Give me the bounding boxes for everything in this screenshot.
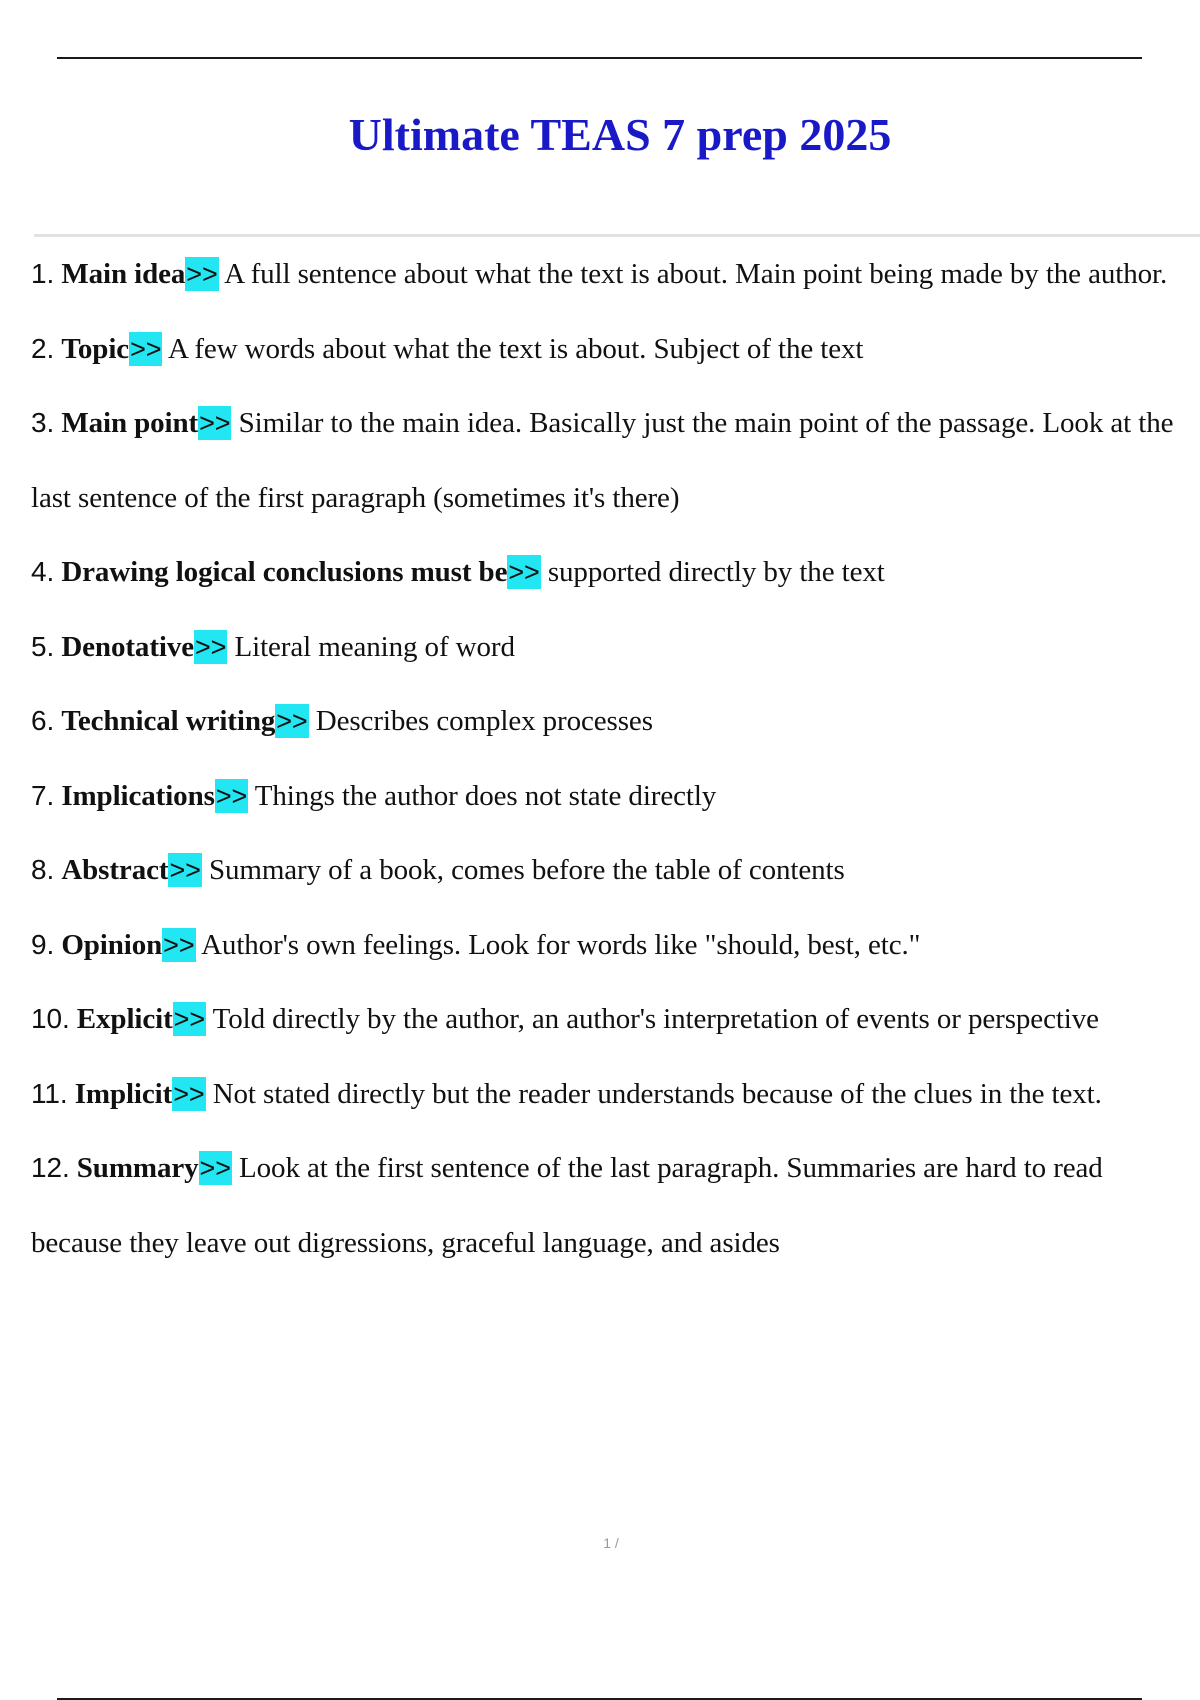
item-definition: Told directly by the author, an author's interpretation of events or perspective: [212, 1003, 1099, 1035]
item-definition: Not stated directly but the reader understands because of the clues in the text.: [212, 1077, 1102, 1110]
item-term: Main idea: [61, 258, 186, 290]
arrow-highlight: >>: [199, 408, 231, 438]
list-item: [31, 982, 1200, 1057]
page-number: 1 /: [603, 1535, 619, 1551]
item-number: 1.: [31, 258, 55, 289]
arrow-highlight: >>: [173, 1078, 205, 1109]
arrow-highlight: >>: [130, 333, 162, 364]
list-item: [31, 833, 1200, 908]
item-definition: A few words about what the text is about. Subject of the text: [167, 332, 864, 365]
arrow-highlight: >>: [163, 929, 195, 960]
item-term: Implications: [61, 779, 215, 812]
list-item: [31, 535, 1200, 610]
arrow-highlight: >>: [186, 259, 218, 289]
list-item: [31, 759, 1200, 834]
item-definition: supported directly by the text: [547, 556, 885, 588]
arrow-highlight: >>: [199, 1153, 231, 1183]
item-term: Implicit: [74, 1077, 173, 1110]
item-number: 8.: [31, 854, 55, 885]
item-definition: Describes complex processes: [315, 705, 653, 737]
item-term: Technical writing: [61, 705, 276, 737]
item-definition: Literal meaning of word: [234, 630, 515, 663]
list-item: [31, 908, 1200, 983]
item-definition: A full sentence about what the text is about. Main point being made by the author.: [224, 258, 1168, 290]
item-number: 5.: [31, 630, 55, 662]
item-definition: Look at the first sentence of the last paragraph. Summaries are hard to read because they leave out digressions, graceful language, and asides: [31, 1152, 1103, 1259]
list-item: [31, 386, 1200, 535]
arrow-highlight: >>: [508, 557, 540, 587]
list-item: [31, 312, 1200, 387]
item-definition: Similar to the main idea. Basically just the main point of the passage. Look at the last sentence of the first paragraph (sometimes it's there): [31, 407, 1174, 514]
flashcard-list: [31, 237, 1200, 1280]
item-number: 9.: [31, 928, 55, 960]
item-term: Denotative: [61, 630, 194, 663]
item-number: 6.: [31, 705, 55, 736]
list-item: [31, 610, 1200, 685]
item-term: Abstract: [61, 854, 169, 886]
item-number: 12.: [31, 1152, 70, 1183]
arrow-highlight: >>: [169, 855, 201, 885]
item-number: 7.: [31, 779, 55, 811]
document-title: Ultimate TEAS 7 prep 2025: [348, 109, 892, 160]
item-number: 4.: [31, 556, 55, 587]
item-number: 10.: [31, 1003, 70, 1034]
item-number: 3.: [31, 407, 55, 438]
item-term: Explicit: [76, 1003, 173, 1035]
header-rule: [57, 57, 1142, 59]
item-number: 2.: [31, 332, 55, 364]
item-term: Opinion: [61, 928, 163, 961]
arrow-highlight: >>: [215, 780, 248, 811]
item-term: Topic: [61, 332, 130, 365]
item-term: Drawing logical conclusions must be: [61, 556, 508, 588]
list-item: [31, 1057, 1200, 1132]
list-item: [31, 684, 1200, 759]
arrow-highlight: >>: [276, 706, 308, 736]
item-number: 11.: [31, 1077, 68, 1109]
arrow-highlight: >>: [173, 1004, 205, 1034]
item-term: Main point: [61, 407, 199, 439]
item-definition: Author's own feelings. Look for words like "should, best, etc.": [201, 928, 921, 961]
arrow-highlight: >>: [195, 631, 227, 662]
item-term: Summary: [76, 1152, 199, 1184]
item-definition: Things the author does not state directly: [254, 779, 717, 812]
list-item: [31, 1131, 1200, 1280]
item-definition: Summary of a book, comes before the table of contents: [208, 854, 845, 886]
list-item: [31, 237, 1200, 312]
